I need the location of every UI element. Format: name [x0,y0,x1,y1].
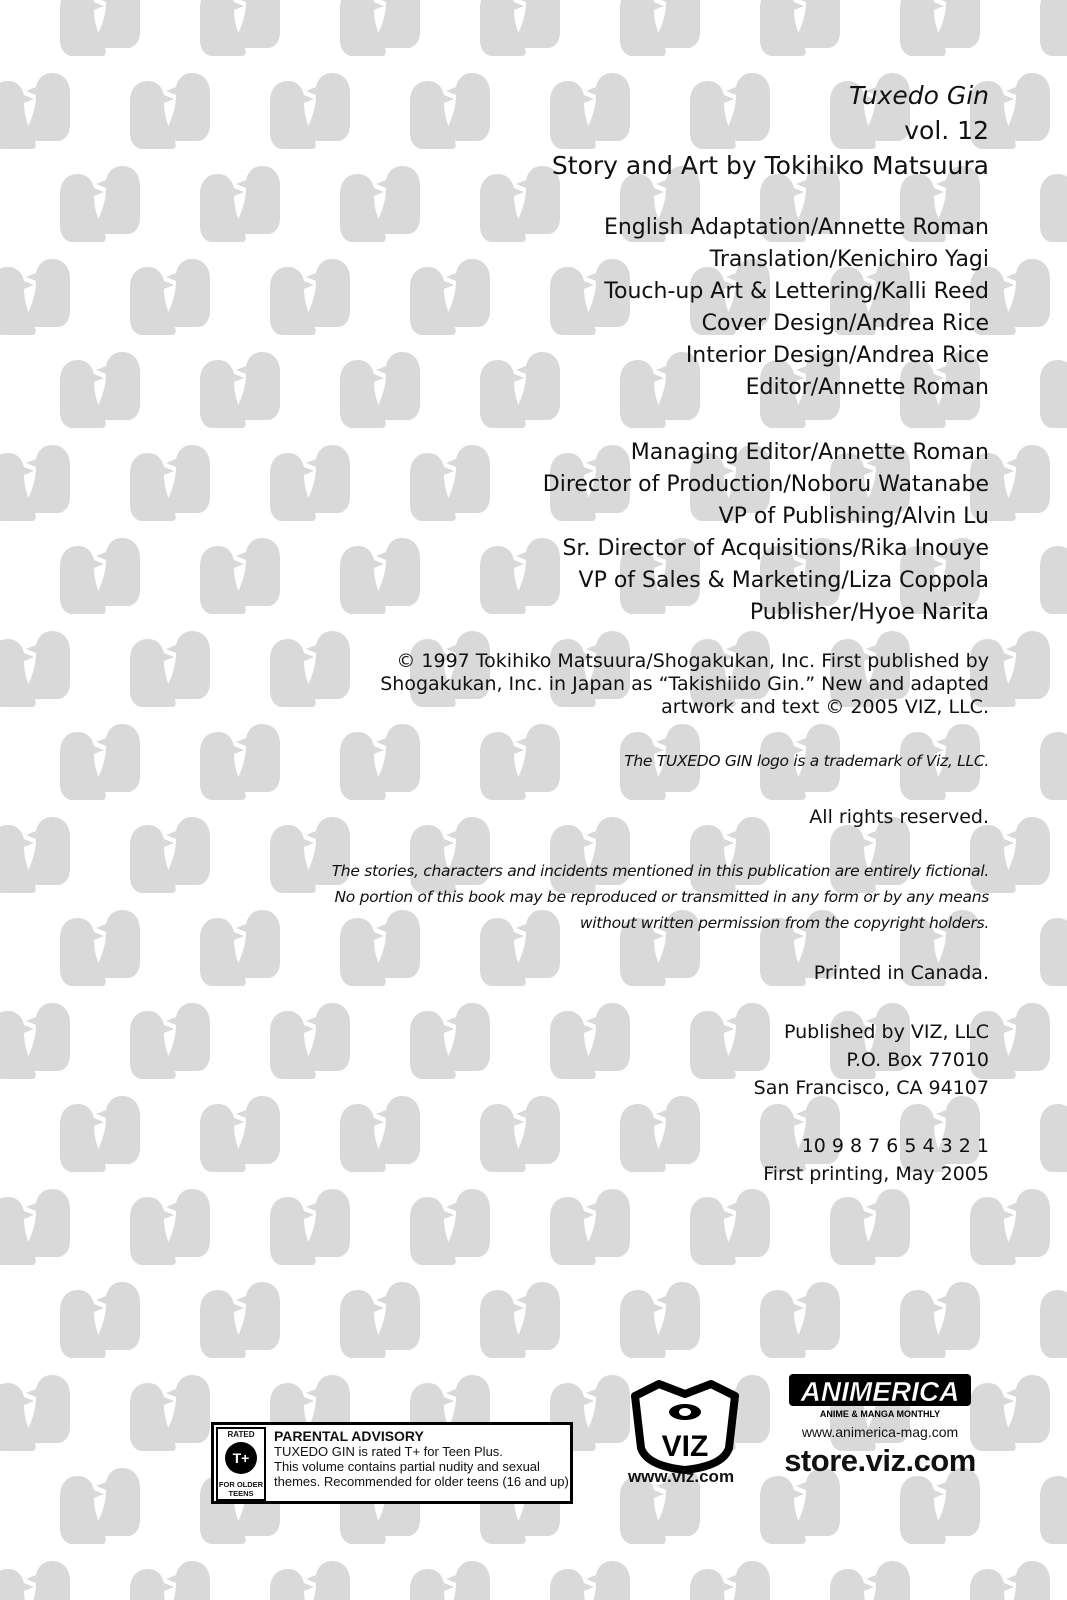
penguin-pair-icon [340,538,420,614]
penguin-pair-icon [340,1096,420,1172]
address-line: San Francisco, CA 94107 [753,1077,989,1099]
penguin-pair-icon [130,73,210,149]
penguin-pair-icon [60,0,140,56]
legal-line: without written permission from the copyright holders. [579,914,989,932]
penguin-pair-icon [0,1375,70,1451]
parental-advisory-box [211,1422,573,1504]
credit-line: Translation/Kenichiro Yagi [709,247,989,272]
series-title: Tuxedo Gin [848,81,989,110]
penguin-pair-icon [200,1282,280,1358]
credit-line: Touch-up Art & Lettering/Kalli Reed [604,279,989,304]
viz-logo-text: VIZ [661,1430,709,1463]
penguin-pair-icon [130,445,210,521]
animerica-url: www.animerica-mag.com [801,1424,959,1440]
store-url: store.viz.com [784,1443,976,1478]
penguin-pair-icon [340,724,420,800]
credit-line: Cover Design/Andrea Rice [701,311,989,336]
credit-line: Director of Production/Noboru Watanabe [542,472,989,497]
penguin-pair-icon [760,0,840,56]
rights-notice: All rights reserved. [809,806,989,828]
penguin-pair-icon [130,817,210,893]
penguin-pair-icon [1040,1096,1067,1172]
printed-in: Printed in Canada. [813,962,989,984]
publisher-address [754,1018,989,1102]
trademark-notice: The TUXEDO GIN logo is a trademark of Viz, LLC. [624,752,989,770]
print-numbers: 10 9 8 7 6 5 4 3 2 1 [801,1135,989,1157]
penguin-pair-icon [200,538,280,614]
title-block [552,78,989,183]
penguin-pair-icon [480,724,560,800]
animerica-logo [785,1370,975,1422]
penguin-pair-icon [690,1189,770,1265]
credit-line: Interior Design/Andrea Rice [685,343,989,368]
management-credits [543,437,989,629]
penguin-pair-icon [620,1282,700,1358]
legal-line: The stories, characters and incidents mentioned in this publication are entirely fictional. [331,862,989,880]
penguin-pair-icon [410,73,490,149]
credit-line: Managing Editor/Annette Roman [630,440,989,465]
animerica-logo-text: ANIMERICA [800,1376,960,1407]
rated-label: RATED [227,1430,255,1439]
credit-line: English Adaptation/Annette Roman [603,215,989,240]
penguin-pair-icon [270,73,350,149]
penguin-pair-icon [200,724,280,800]
credit-line: Editor/Annette Roman [745,375,989,400]
penguin-pair-icon [1040,352,1067,428]
penguin-pair-icon [1040,166,1067,242]
penguin-pair-icon [340,0,420,56]
penguin-pair-icon [410,1561,490,1600]
printing-info [763,1132,989,1188]
penguin-pair-icon [0,259,70,335]
penguin-pair-icon [620,0,700,56]
older-teens-label [218,1480,264,1498]
print-date: First printing, May 2005 [763,1163,989,1185]
penguin-pair-icon [340,166,420,242]
penguin-pair-icon [970,1375,1050,1451]
advisory-line: This volume contains partial nudity and sexual [274,1459,540,1474]
penguin-pair-icon [480,166,560,242]
penguin-pair-icon [620,1096,700,1172]
address-line: P.O. Box 77010 [846,1049,989,1071]
advisory-heading: PARENTAL ADVISORY [274,1428,424,1444]
older-line: FOR OLDER [218,1480,264,1489]
penguin-pair-icon [410,1003,490,1079]
credit-line: VP of Publishing/Alvin Lu [718,504,989,529]
penguin-pair-icon [0,1561,70,1600]
penguin-pair-icon [0,445,70,521]
penguin-pair-icon [200,0,280,56]
penguin-pair-icon [480,0,560,56]
staff-credits [604,212,989,404]
penguin-pair-icon [830,1189,910,1265]
advisory-line: themes. Recommended for older teens (16 and up). [274,1474,573,1489]
t-plus-rating-icon: T+ [225,1442,257,1474]
penguin-pair-icon [970,1189,1050,1265]
copyright-line: © 1997 Tokihiko Matsuura/Shogakukan, Inc. First published by [396,650,989,672]
penguin-pair-icon [0,817,70,893]
penguin-pair-icon [760,1282,840,1358]
copyright-line: artwork and text © 2005 VIZ, LLC. [661,696,989,718]
penguin-pair-icon [830,1561,910,1600]
penguin-pair-icon [480,1096,560,1172]
penguin-pair-icon [270,1189,350,1265]
legal-line: No portion of this book may be reproduced or transmitted in any form or by any means [334,888,989,906]
penguin-pair-icon [760,1468,840,1544]
penguin-pair-icon [1040,538,1067,614]
penguin-pair-icon [410,445,490,521]
rating-badge [216,1427,266,1501]
legal-disclaimer [332,858,989,936]
penguin-pair-icon [130,631,210,707]
penguin-pair-icon [270,259,350,335]
penguin-pair-icon [130,1189,210,1265]
penguin-pair-icon [340,1282,420,1358]
penguin-pair-icon [900,1468,980,1544]
penguin-pair-icon [130,1003,210,1079]
penguin-pair-icon [1040,1282,1067,1358]
copyright-line: Shogakukan, Inc. in Japan as “Takishiido Gin.” New and adapted [380,673,989,695]
penguin-pair-icon [130,1561,210,1600]
penguin-pair-icon [60,1282,140,1358]
penguin-pair-icon [480,1282,560,1358]
penguin-pair-icon [60,724,140,800]
penguin-pair-icon [340,352,420,428]
penguin-pair-icon [270,631,350,707]
penguin-pair-icon [0,631,70,707]
penguin-pair-icon [0,73,70,149]
credit-line: VP of Sales & Marketing/Liza Coppola [578,568,989,593]
penguin-pair-icon [1040,0,1067,56]
penguin-pair-icon [200,910,280,986]
penguin-pair-icon [1040,910,1067,986]
animerica-tagline: ANIME & MANGA MONTHLY [819,1409,941,1419]
penguin-pair-icon [1040,724,1067,800]
penguin-pair-icon [60,910,140,986]
penguin-pair-icon [200,1096,280,1172]
teens-line: TEENS [228,1489,254,1498]
byline: Story and Art by Tokihiko Matsuura [551,151,989,180]
penguin-pair-icon [690,1561,770,1600]
penguin-pair-icon [270,1003,350,1079]
penguin-pair-icon [270,445,350,521]
penguin-pair-icon [60,352,140,428]
penguin-pair-icon [410,1189,490,1265]
penguin-pair-icon [550,1561,630,1600]
penguin-pair-icon [270,1561,350,1600]
penguin-pair-icon [60,1096,140,1172]
penguin-pair-icon [970,1561,1050,1600]
penguin-pair-icon [900,0,980,56]
volume-number: vol. 12 [904,116,989,145]
credit-line: Sr. Director of Acquisitions/Rika Inouye [562,536,989,561]
copyright-notice [380,650,989,719]
penguin-pair-icon [60,1468,140,1544]
penguin-pair-icon [1040,1468,1067,1544]
penguin-pair-icon [0,1189,70,1265]
address-line: Published by VIZ, LLC [784,1021,989,1043]
advisory-line: TUXEDO GIN is rated T+ for Teen Plus. [274,1444,503,1459]
penguin-pair-icon [200,166,280,242]
penguin-pair-icon [130,259,210,335]
penguin-pair-icon [900,1282,980,1358]
penguin-pair-icon [60,538,140,614]
penguin-pair-icon [480,352,560,428]
penguin-pair-icon [550,1003,630,1079]
penguin-pair-icon [410,259,490,335]
credit-line: Publisher/Hyoe Narita [749,600,989,625]
advisory-text [274,1429,572,1489]
penguin-pair-icon [60,166,140,242]
viz-url: www.viz.com [627,1467,735,1486]
penguin-pair-icon [550,1189,630,1265]
penguin-pair-icon [130,1375,210,1451]
penguin-pair-icon [200,352,280,428]
penguin-pair-icon [0,1003,70,1079]
